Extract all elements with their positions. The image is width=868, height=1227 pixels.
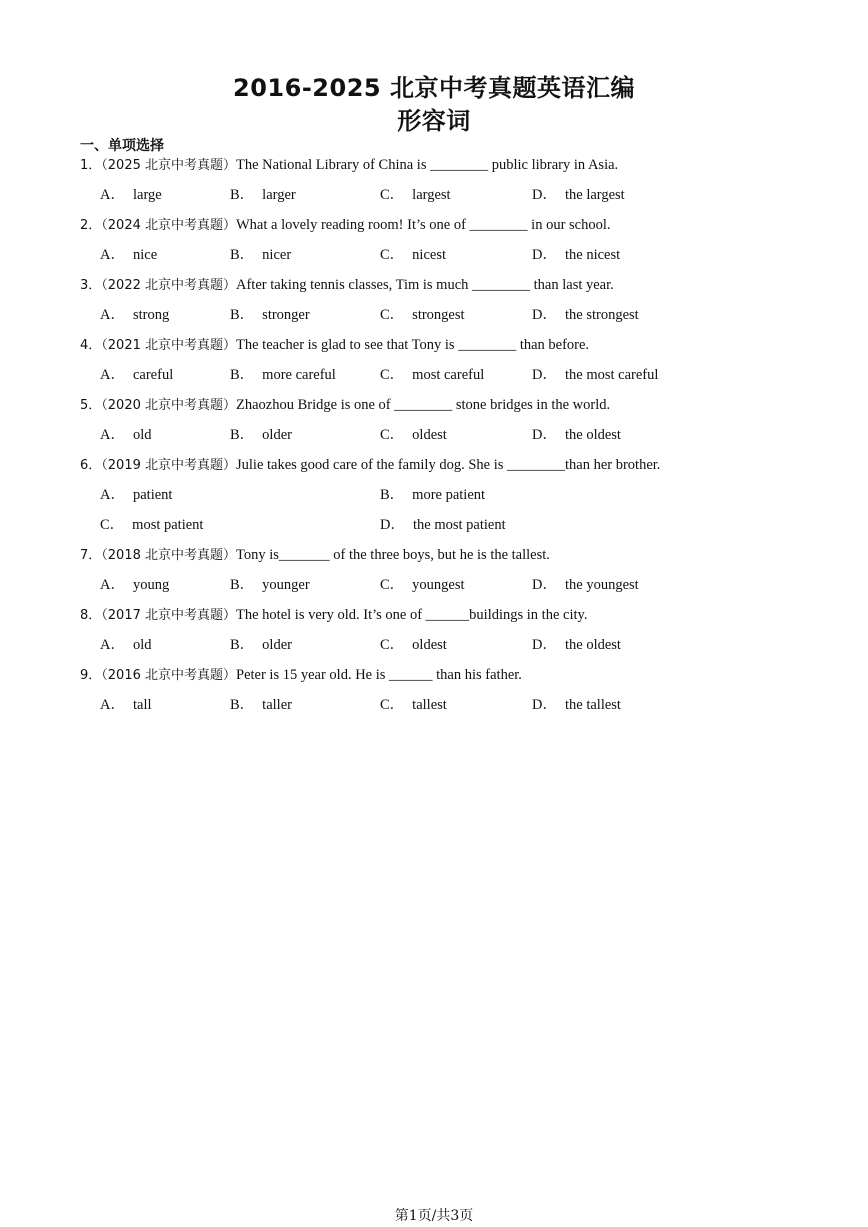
answer-option[interactable] [100,694,152,716]
option-letter: A． [100,427,125,443]
option-text: old [132,427,152,443]
option-text: largest [412,187,451,203]
option-text: the largest [564,187,625,203]
option-text: the tallest [564,697,621,713]
question-item [80,394,800,454]
question-item [80,544,800,604]
option-text: taller [262,697,292,713]
option-letter: D． [532,187,557,203]
options-row [80,424,800,454]
question-stem: The hotel is very old. It’s one of ______buildings in the city. [236,607,588,623]
page-footer: 第1页/共3页 [394,1208,474,1224]
option-text: the most careful [564,367,659,383]
question-list [80,154,800,724]
answer-option[interactable] [230,364,336,386]
document-subtitle: 形容词 [397,107,471,135]
option-text: the youngest [564,577,639,593]
answer-option[interactable] [230,634,292,656]
options-row [80,574,800,604]
answer-option[interactable] [100,574,169,596]
option-text: old [132,637,152,653]
option-text: more patient [412,487,486,503]
options-row [80,304,800,334]
answer-option[interactable] [532,184,625,206]
section-heading: 一、单项选择 [80,138,164,154]
option-letter: A． [100,247,125,263]
question-item [80,274,800,334]
question-stem-line [80,274,800,304]
document-title: 2016-2025 北京中考真题英语汇编 [233,74,635,102]
question-stem: The National Library of China is ________ public library in Asia. [236,157,619,173]
question-source: （2017 北京中考真题） [101,608,236,623]
answer-option[interactable] [230,424,292,446]
options-row [80,184,800,214]
question-source: （2024 北京中考真题） [101,218,236,233]
option-text: careful [132,367,174,383]
option-text: most careful [412,367,485,383]
answer-option[interactable] [380,184,451,206]
question-item [80,334,800,394]
question-source: （2022 北京中考真题） [101,278,236,293]
options-row [80,514,800,544]
option-letter: D． [532,247,557,263]
answer-option[interactable] [532,634,621,656]
question-stem: What a lovely reading room! It’s one of ________ in our school. [236,217,611,233]
answer-option[interactable] [380,514,506,536]
answer-option[interactable] [230,304,310,326]
option-letter: D． [380,517,405,533]
option-letter: B． [230,577,255,593]
option-text: nicest [412,247,446,263]
option-text: tallest [412,697,447,713]
option-letter: D． [532,577,557,593]
option-text: the oldest [564,637,621,653]
question-source: （2025 北京中考真题） [101,158,236,173]
answer-option[interactable] [380,244,446,266]
options-row [80,364,800,394]
option-text: the strongest [564,307,639,323]
option-letter: A． [100,187,125,203]
answer-option[interactable] [380,634,447,656]
option-letter: C． [380,307,405,323]
answer-option[interactable] [100,634,152,656]
question-number: 1． [80,158,102,173]
question-stem-line [80,334,800,364]
question-stem-line [80,604,800,634]
answer-option[interactable] [100,364,173,386]
question-number: 6． [80,458,102,473]
option-letter: B． [230,247,255,263]
option-text: oldest [412,427,447,443]
answer-option[interactable] [532,424,621,446]
question-number: 5． [80,398,102,413]
option-text: stronger [262,307,310,323]
options-row [80,244,800,274]
question-source: （2016 北京中考真题） [101,668,236,683]
option-text: youngest [412,577,465,593]
option-text: younger [262,577,310,593]
option-letter: D． [532,697,557,713]
question-stem-line [80,154,800,184]
option-text: older [262,427,292,443]
option-text: strongest [412,307,465,323]
answer-option[interactable] [100,304,169,326]
question-source: （2020 北京中考真题） [101,398,236,413]
option-text: the most patient [412,517,506,533]
option-letter: C． [380,637,405,653]
answer-option[interactable] [100,514,203,536]
option-letter: A． [100,367,125,383]
question-stem: After taking tennis classes, Tim is much ________ than last year. [236,277,614,293]
options-row [80,484,800,514]
option-letter: A． [100,697,125,713]
question-stem-line [80,214,800,244]
question-item [80,604,800,664]
question-number: 3． [80,278,102,293]
answer-option[interactable] [380,574,465,596]
question-number: 7． [80,548,102,563]
question-source: （2018 北京中考真题） [101,548,236,563]
question-stem: Tony is_______ of the three boys, but he is the tallest. [236,547,550,563]
answer-option[interactable] [230,574,310,596]
option-letter: C． [380,577,405,593]
option-text: larger [262,187,296,203]
option-letter: B． [230,367,255,383]
answer-option[interactable] [380,364,484,386]
option-letter: B． [230,697,255,713]
answer-option[interactable] [380,424,447,446]
answer-option[interactable] [532,574,639,596]
option-text: young [132,577,170,593]
option-letter: A． [100,307,125,323]
option-letter: C． [100,517,125,533]
option-letter: A． [100,577,125,593]
answer-option[interactable] [532,304,639,326]
question-item [80,664,800,724]
option-letter: D． [532,367,557,383]
option-text: nicer [262,247,292,263]
answer-option[interactable] [100,244,157,266]
option-letter: C． [380,247,405,263]
option-letter: A． [100,637,125,653]
option-letter: C． [380,187,405,203]
answer-option[interactable] [100,424,152,446]
answer-option[interactable] [100,184,162,206]
option-letter: B． [230,427,255,443]
question-stem-line [80,544,800,574]
option-text: patient [132,487,173,503]
option-letter: C． [380,697,405,713]
answer-option[interactable] [230,694,292,716]
option-text: most patient [132,517,204,533]
option-text: oldest [412,637,447,653]
option-letter: C． [380,367,405,383]
answer-option[interactable] [230,244,291,266]
answer-option[interactable] [380,304,465,326]
answer-option[interactable] [532,694,621,716]
question-stem-line [80,664,800,694]
options-row [80,634,800,664]
option-letter: B． [230,187,255,203]
question-number: 9． [80,668,102,683]
answer-option[interactable] [100,484,172,506]
question-item [80,154,800,214]
option-text: the oldest [564,427,621,443]
question-stem: Julie takes good care of the family dog. She is ________than her brother. [236,457,661,473]
question-stem: Zhaozhou Bridge is one of ________ stone bridges in the world. [236,397,611,413]
option-text: more careful [262,367,336,383]
answer-option[interactable] [380,694,447,716]
option-letter: C． [380,427,405,443]
question-source: （2021 北京中考真题） [101,338,236,353]
question-stem-line [80,394,800,424]
answer-option[interactable] [380,484,485,506]
option-letter: B． [230,637,255,653]
question-item [80,214,800,274]
question-stem: Peter is 15 year old. He is ______ than his father. [236,667,522,683]
option-letter: D． [532,307,557,323]
question-stem: The teacher is glad to see that Tony is ________ than before. [236,337,590,353]
option-text: tall [132,697,152,713]
question-number: 4． [80,338,102,353]
question-source: （2019 北京中考真题） [101,458,236,473]
option-text: the nicest [564,247,621,263]
answer-option[interactable] [532,364,658,386]
option-letter: B． [380,487,405,503]
answer-option[interactable] [230,184,296,206]
answer-option[interactable] [532,244,620,266]
option-text: older [262,637,292,653]
option-letter: B． [230,307,255,323]
option-letter: A． [100,487,125,503]
question-number: 8． [80,608,102,623]
question-item [80,454,800,544]
question-stem-line [80,454,800,484]
option-letter: D． [532,637,557,653]
question-number: 2． [80,218,102,233]
option-text: large [132,187,162,203]
options-row [80,694,800,724]
option-text: nice [132,247,158,263]
option-letter: D． [532,427,557,443]
option-text: strong [132,307,170,323]
